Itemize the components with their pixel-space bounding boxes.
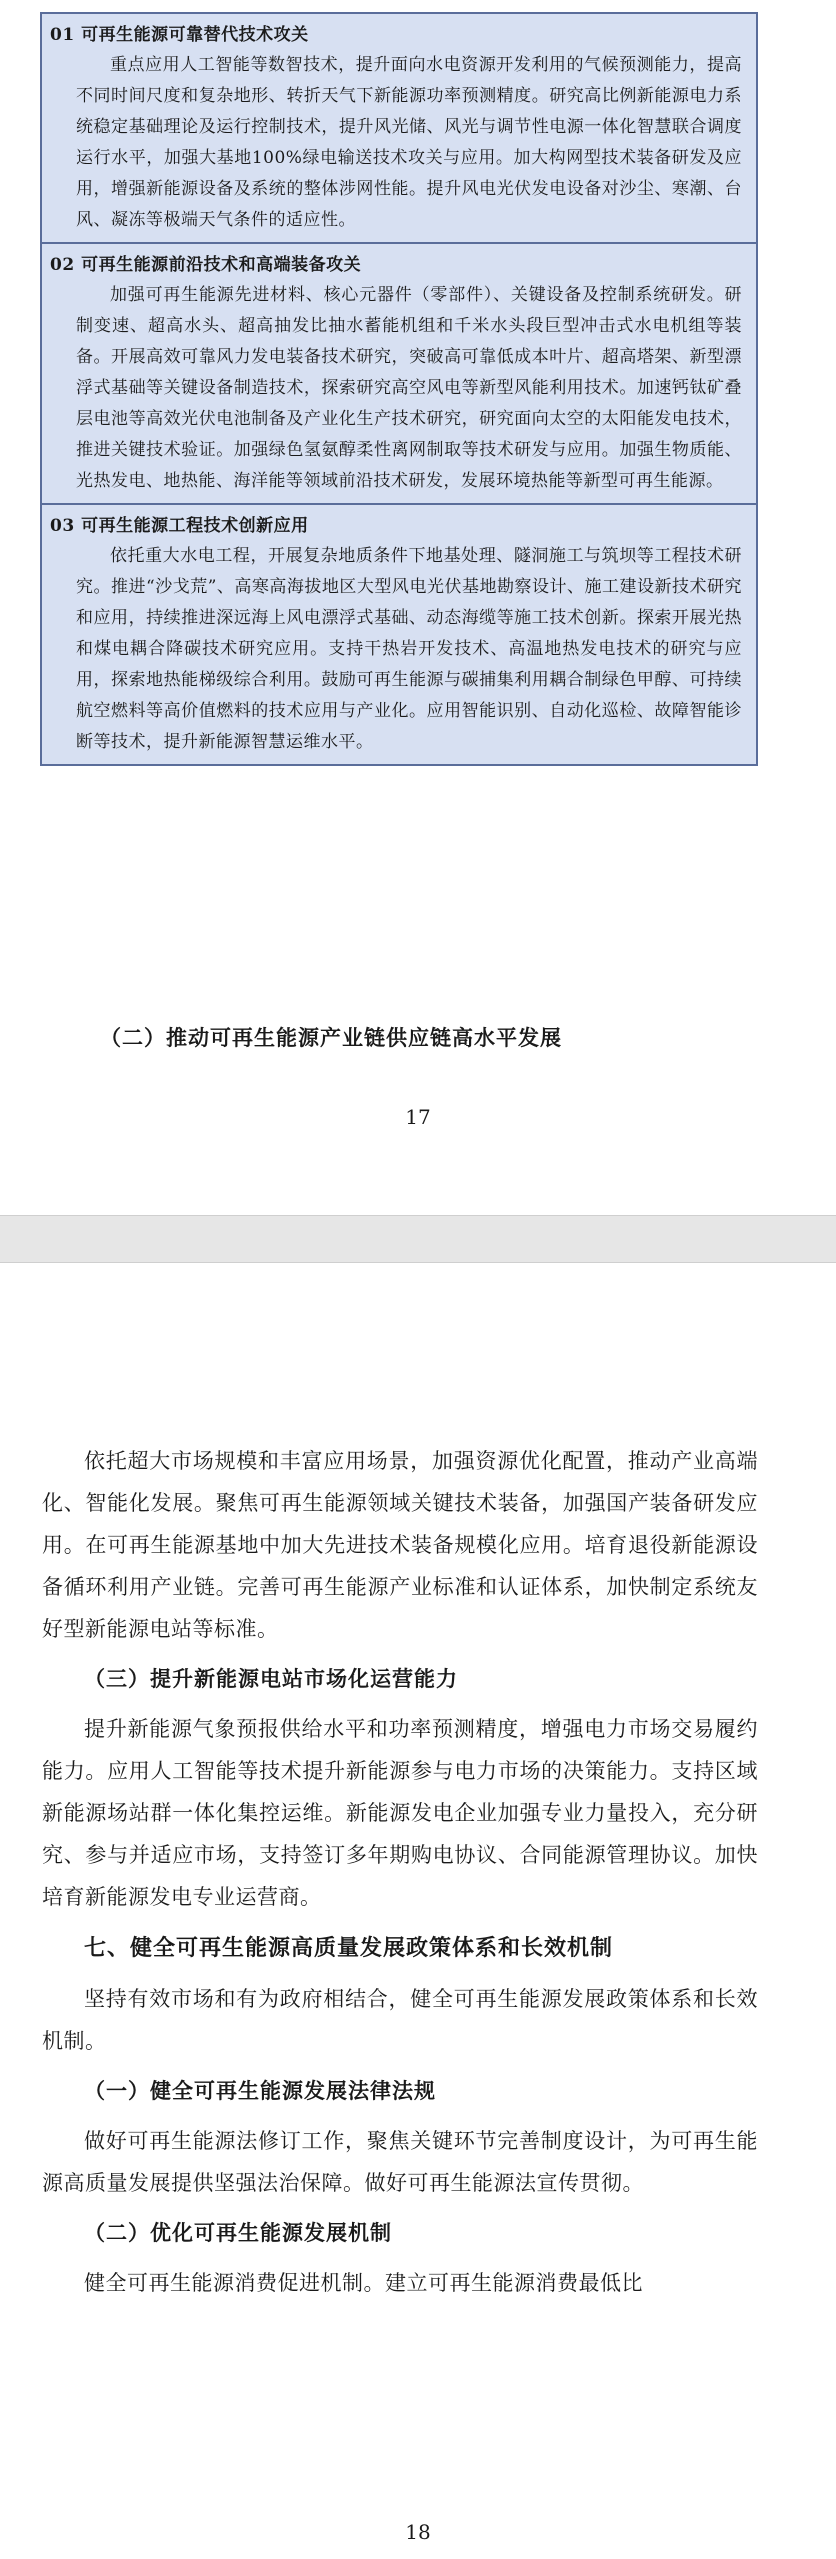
body-paragraph: 做好可再生能源法修订工作，聚焦关键环节完善制度设计，为可再生能源高质量发展提供坚强法治保障。做好可再生能源法宣传贯彻。 bbox=[42, 2129, 758, 2195]
page-number: 17 bbox=[405, 1105, 431, 1129]
section-subheading: （二）推动可再生能源产业链供应链高水平发展 bbox=[100, 1025, 562, 1050]
tech-box-01 bbox=[42, 14, 756, 244]
tech-box-title: 03 可再生能源工程技术创新应用 bbox=[50, 516, 309, 536]
tech-boxes-table bbox=[40, 12, 758, 766]
page-18-content bbox=[42, 1440, 758, 2304]
page-number: 18 bbox=[405, 2520, 431, 2544]
body-paragraph: 坚持有效市场和有为政府相结合，健全可再生能源发展政策体系和长效机制。 bbox=[42, 1987, 758, 2053]
tech-box-title: 02 可再生能源前沿技术和高端装备攻关 bbox=[50, 255, 362, 275]
tech-box-02 bbox=[42, 244, 756, 505]
section-subheading: （二）优化可再生能源发展机制 bbox=[84, 2220, 392, 2245]
body-paragraph: 提升新能源气象预报供给水平和功率预测精度，增强电力市场交易履约能力。应用人工智能等技术提升新能源参与电力市场的决策能力。支持区域新能源场站群一体化集控运维。新能源发电企业加强专业力量投入，充分研究、参与并适应市场，支持签订多年期购电协议、合同能源管理协议。加快培育新能源发电专业运营商。 bbox=[42, 1717, 758, 1909]
body-paragraph: 健全可再生能源消费促进机制。建立可再生能源消费最低比 bbox=[84, 2271, 643, 2295]
chapter-heading: 七、健全可再生能源高质量发展政策体系和长效机制 bbox=[84, 1935, 614, 1961]
tech-box-body: 加强可再生能源先进材料、核心元器件（零部件）、关键设备及控制系统研发。研制变速、超高水头、超高抽发比抽水蓄能机组和千米水头段巨型冲击式水电机组等装备。开展高效可靠风力发电装备技术研究，突破高可靠低成本叶片、超高塔架、新型漂浮式基础等关键设备制造技术，探索研究高空风电等新型风能利用技术。加速钙钛矿叠层电池等高效光伏电池制备及产业化生产技术研究，研究面向太空的太阳能发电技术，推进关键技术验证。加强绿色氢氨醇柔性离网制取等技术研发与应用。加强生物质能、光热发电、地热能、海洋能等领域前沿技术研发，发展环境热能等新型可再生能源。 bbox=[76, 285, 742, 491]
tech-box-title: 01 可再生能源可靠替代技术攻关 bbox=[50, 25, 309, 45]
section-subheading: （一）健全可再生能源发展法律法规 bbox=[84, 2078, 436, 2103]
page-17 bbox=[0, 0, 836, 1215]
page-separator bbox=[0, 1215, 836, 1263]
tech-box-03 bbox=[42, 505, 756, 764]
tech-box-body: 重点应用人工智能等数智技术，提升面向水电资源开发利用的气候预测能力，提高不同时间尺度和复杂地形、转折天气下新能源功率预测精度。研究高比例新能源电力系统稳定基础理论及运行控制技术，提升风光储、风光与调节性电源一体化智慧联合调度运行水平，加强大基地100%绿电输送技术攻关与应用。加大构网型技术装备研发及应用，增强新能源设备及系统的整体涉网性能。提升风电光伏发电设备对沙尘、寒潮、台风、凝冻等极端天气条件的适应性。 bbox=[76, 55, 742, 230]
body-paragraph: 依托超大市场规模和丰富应用场景，加强资源优化配置，推动产业高端化、智能化发展。聚焦可再生能源领域关键技术装备，加强国产装备研发应用。在可再生能源基地中加大先进技术装备规模化应用。培育退役新能源设备循环利用产业链。完善可再生能源产业标准和认证体系，加快制定系统友好型新能源电站等标准。 bbox=[42, 1449, 758, 1641]
section-subheading: （三）提升新能源电站市场化运营能力 bbox=[84, 1666, 458, 1691]
tech-box-body: 依托重大水电工程，开展复杂地质条件下地基处理、隧洞施工与筑坝等工程技术研究。推进“沙戈荒”、高寒高海拔地区大型风电光伏基地勘察设计、施工建设新技术研究和应用，持续推进深远海上风电漂浮式基础、动态海缆等施工技术创新。探索开展光热和煤电耦合降碳技术研究应用。支持干热岩开发技术、高温地热发电技术的研究与应用，探索地热能梯级综合利用。鼓励可再生能源与碳捕集利用耦合制绿色甲醇、可持续航空燃料等高价值燃料的技术应用与产业化。应用智能识别、自动化巡检、故障智能诊断等技术，提升新能源智慧运维水平。 bbox=[76, 546, 742, 752]
